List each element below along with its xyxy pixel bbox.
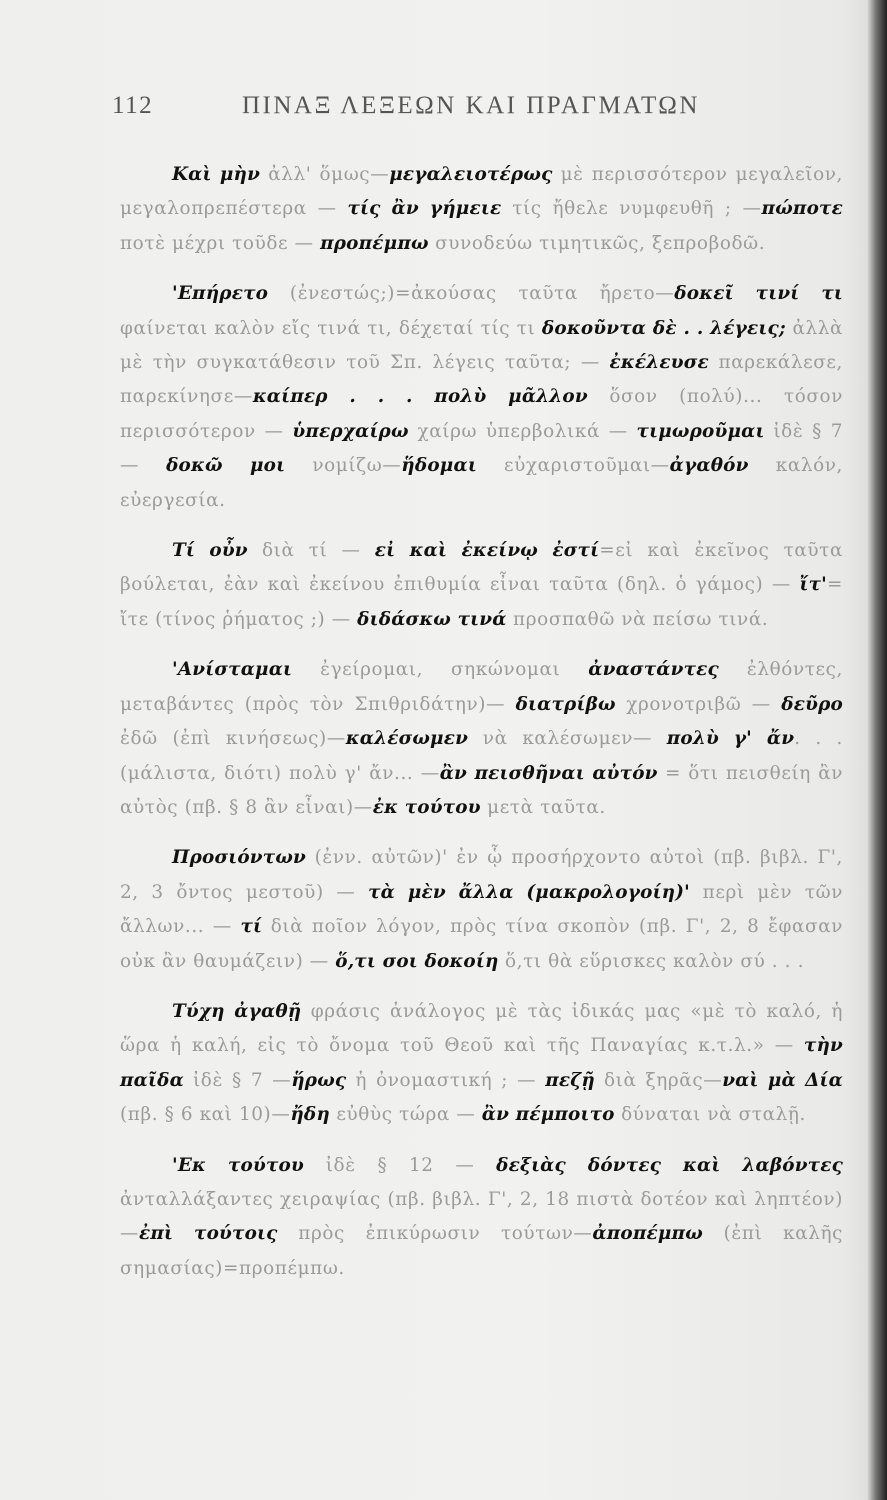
gloss-text: ἐδῶ (ἐπὶ κινήσεως)— — [120, 728, 346, 750]
glossary-entry — [120, 1149, 843, 1287]
gloss-text: νομίζω— — [285, 455, 402, 477]
headword: δοκεῖ τινί τι — [674, 283, 844, 305]
headword: δοκῶ μοι — [166, 455, 286, 477]
gloss-text: μετὰ ταῦτα. — [480, 796, 606, 818]
headword: ἂν πεισθῆναι αὐτόν — [439, 762, 658, 784]
page-number: 112 — [112, 92, 154, 119]
gloss-text: =εἰ καὶ ἐκεῖνος ταῦτα βούλεται, ἐὰν καὶ ἐκείνου ἐπιθυμία εἶναι ταῦτα (δηλ. ὁ γάμος) — — [120, 540, 843, 596]
headword: μεγαλειοτέρως — [389, 164, 553, 185]
headword: ναὶ μὰ Δία — [722, 1069, 843, 1091]
gloss-text: = ὅτι πεισθείη ἂν αὐτὸς (πβ. § 8 ἂν εἶναι)— — [120, 762, 843, 818]
headword: τιμωροῦμαι — [636, 420, 765, 442]
headword: ὅ,τι σοι δοκοίη — [335, 950, 499, 972]
gloss-text: (ἐνν. αὐτῶν)' ἐν ᾧ προσήρχοντο αὐτοὶ (πβ. βιβλ. Γ', 2, 3 ὄντος μεστοῦ) — — [120, 847, 843, 903]
gloss-text: περὶ μὲν τῶν ἄλλων... — — [120, 881, 844, 938]
glossary-entry — [120, 841, 843, 979]
headword: ἥρως — [291, 1069, 347, 1091]
gloss-text: διὰ ποῖον λόγον, πρὸς τίνα σκοπὸν (πβ. Γ', 2, 8 ἔφασαν οὐκ ἂν θαυμάζειν) — — [120, 916, 843, 972]
gloss-text: (πβ. § 6 καὶ 10)— — [120, 1104, 291, 1126]
gloss-text: ἀλλὰ μὲ τὴν συγκατάθεσιν τοῦ Σπ. λέγεις ταῦτα; — — [120, 317, 843, 374]
gloss-text: (ἐνεστώς;)=ἀκούσας ταῦτα ἤρετο— — [268, 283, 675, 305]
gloss-text: χαίρω ὑπερβολικά — — [408, 420, 637, 442]
headword: δοκοῦντα δὲ . . λέγεις; — [541, 317, 786, 339]
headword: 'Ανίσταμαι — [172, 659, 293, 681]
headword: εἰ καὶ ἐκείνῳ ἐστί — [374, 540, 600, 562]
running-title: ΠΙΝΑΞ ΛΕΞΕΩΝ ΚΑΙ ΠΡΑΓΜΑΤΩΝ — [242, 92, 700, 119]
gloss-text: τίς ἤθελε νυμφευθῆ ; — — [501, 198, 762, 220]
gloss-text: ἰδὲ § 7 — — [120, 420, 843, 477]
gloss-text: χρονοτριβῶ — — [615, 693, 782, 715]
glossary-entry — [120, 534, 843, 637]
gloss-text: ποτὲ μέχρι τοῦδε — — [120, 232, 321, 254]
headword: πολὺ γ' ἄν — [666, 728, 795, 750]
headword: Καὶ μὴν — [172, 164, 261, 185]
headword: Τύχη ἀγαθῇ — [172, 1000, 302, 1022]
headword: ἤδη — [290, 1104, 330, 1126]
gloss-text: παρεκάλεσε, παρεκίνησε— — [120, 352, 843, 408]
headword: ἐκ τούτου — [372, 796, 481, 818]
headword: τὴν παῖδα — [120, 1035, 843, 1091]
headword: διατρίβω — [515, 693, 616, 715]
headword: 'Εκ τούτου — [172, 1154, 304, 1176]
headword: καίπερ . . . πολὺ μᾶλλον — [252, 386, 588, 408]
gloss-text: . . .(μάλιστα, διότι) πολὺ γ' ἄν... — — [120, 728, 843, 784]
headword: δεξιὰς δόντες καὶ λαβόντες — [496, 1154, 844, 1176]
gloss-text: (ἐπὶ καλῆς σημασίας)=προπέμπω. — [120, 1223, 843, 1279]
headword: καλέσωμεν — [345, 728, 469, 750]
gloss-text: εὐθὺς τώρα — — [329, 1104, 482, 1126]
headword: διδάσκω τινά — [357, 608, 507, 630]
gloss-text: ὅ,τι θὰ εὕρισκες καλὸν σύ . . . — [498, 950, 805, 972]
gloss-text: ἡ ὀνομαστική ; — — [346, 1069, 546, 1091]
headword: ἴτ' — [799, 574, 827, 596]
glossary-entry — [120, 995, 843, 1133]
headword: πεζῇ — [545, 1069, 595, 1091]
headword: πώποτε — [761, 198, 843, 220]
gloss-text: ἐλθόντες, μεταβάντες (πρὸς τὸν Σπιθριδάτην)— — [120, 659, 843, 715]
headword: 'Επήρετο — [172, 283, 269, 305]
gloss-text: νὰ καλέσωμεν— — [468, 728, 667, 750]
headword: ἀγαθόν — [669, 455, 749, 477]
glossary-entry — [120, 277, 843, 518]
glossary-entry — [120, 158, 843, 261]
gloss-text: ἀνταλλάξαντες χειραψίας (πβ. βιβλ. Γ', 2, 18 πιστὰ δοτέον καὶ ληπτέον)— — [120, 1188, 843, 1245]
headword: τὰ μὲν ἄλλα (μακρολογοίη)' — [368, 881, 690, 903]
headword: ἀναστάντες — [588, 659, 719, 681]
gloss-text: δύναται νὰ σταλῇ. — [614, 1104, 806, 1126]
page-binding-shadow — [867, 0, 887, 1500]
glossary-text — [120, 158, 843, 1302]
headword: ἥδομαι — [401, 455, 477, 477]
gloss-text: = ἴτε (τίνος ῥήματος ;) — — [120, 574, 843, 630]
headword: ὑπερχαίρω — [292, 420, 409, 442]
gloss-text: ὅσον (πολύ)... τόσον περισσότερον — — [120, 386, 843, 442]
headword: ἐκέλευσε — [609, 352, 709, 374]
gloss-text: διὰ ξηρᾶς— — [594, 1069, 723, 1091]
headword: ἂν πέμποιτο — [481, 1104, 615, 1126]
headword: ἐπὶ τούτοις — [139, 1223, 278, 1245]
gloss-text: πρὸς ἐπικύρωσιν τούτων— — [277, 1223, 593, 1245]
headword: τίς ἂν γήμειε — [347, 198, 502, 220]
gloss-text: εὐχαριστοῦμαι— — [476, 455, 670, 477]
gloss-text: ἀλλ' ὅμως— — [260, 164, 390, 185]
gloss-text: καλόν, εὐεργεσία. — [120, 455, 843, 511]
headword: Προσιόντων — [172, 847, 307, 869]
gloss-text: ἰδὲ § 12 — — [303, 1154, 497, 1176]
gloss-text: μὲ περισσότερον μεγαλεῖον, μεγαλοπρεπέστερα — — [120, 164, 843, 220]
gloss-text: ἐγείρομαι, σηκώνομαι — [292, 659, 589, 681]
gloss-text: συνοδεύω τιμητικῶς, ξεπροβοδῶ. — [428, 232, 766, 254]
headword: ἀποπέμπω — [592, 1223, 703, 1245]
headword: τί — [240, 916, 263, 938]
headword: δεῦρο — [781, 693, 843, 715]
glossary-entry — [120, 653, 843, 825]
gloss-text: προσπαθῶ νὰ πείσω τινά. — [506, 608, 769, 630]
headword: Τί οὖν — [172, 540, 248, 562]
gloss-text: διὰ τί — — [247, 540, 375, 562]
headword: προπέμπω — [320, 232, 429, 254]
gloss-text: φράσις ἀνάλογος μὲ τὰς ἰδικάς μας «μὲ τὸ καλό, ἡ ὥρα ἡ καλή, εἰς τὸ ὄνομα τοῦ Θεοῦ καὶ τῆς Παναγίας κ.τ.λ.» — — [120, 1000, 843, 1057]
gloss-text: φαίνεται καλὸν εἴς τινά τι, δέχεταί τίς τι — [120, 317, 542, 339]
gloss-text: ἰδὲ § 7 — — [183, 1069, 292, 1091]
